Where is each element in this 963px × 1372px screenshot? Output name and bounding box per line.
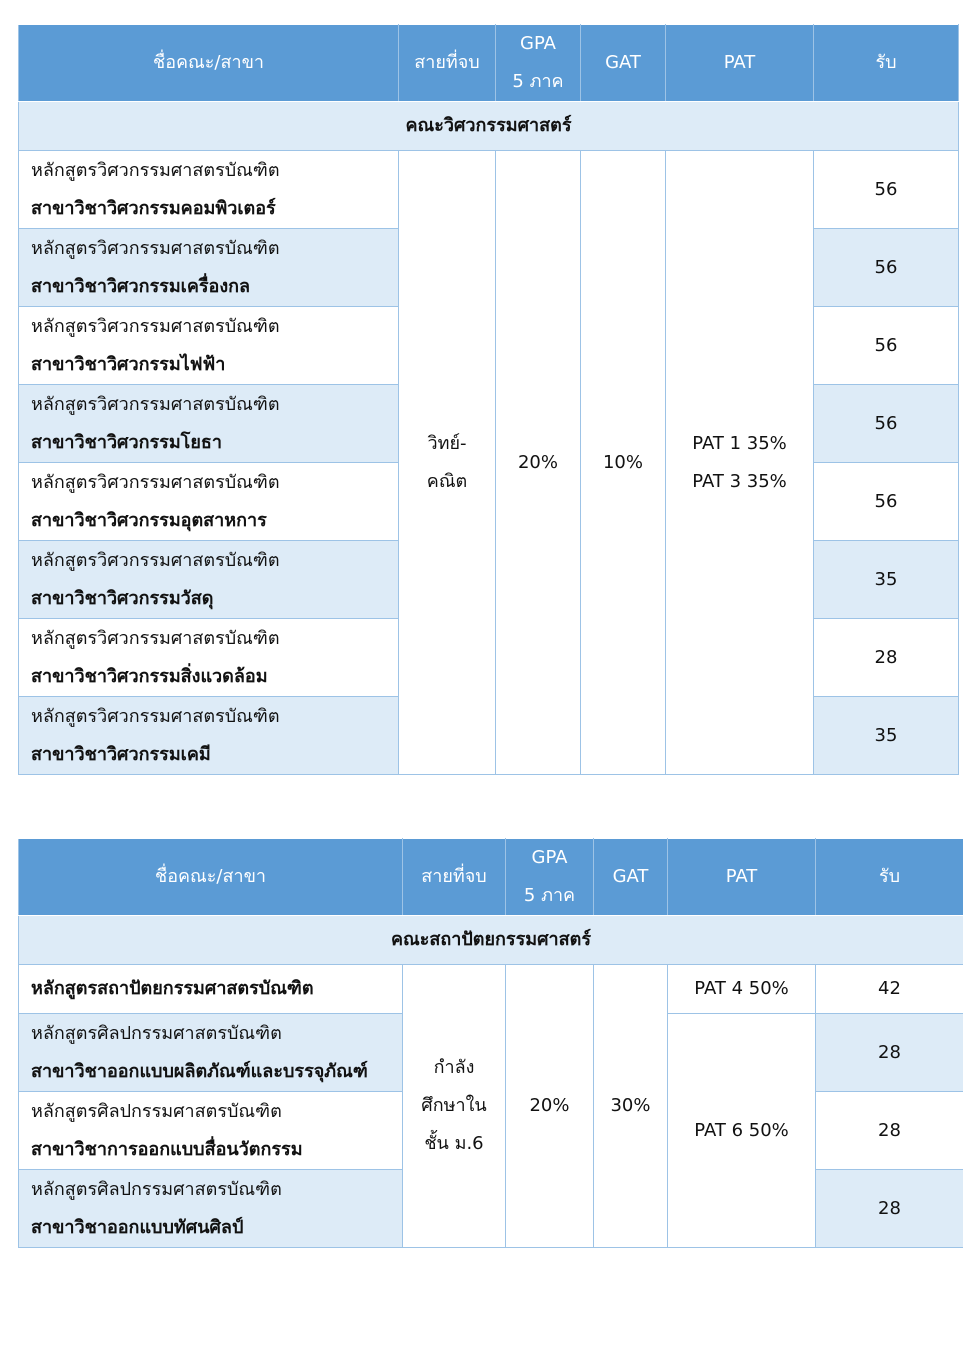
track-line3: ชั้น ม.6 <box>424 1133 484 1154</box>
degree-label: หลักสูตรวิศวกรรมศาสตรบัณฑิต <box>31 237 280 259</box>
header-gpa-line2: 5 ภาค <box>523 885 576 906</box>
accept-cell: 56 <box>814 151 959 229</box>
accept-cell: 35 <box>814 697 959 775</box>
program-cell <box>19 619 399 697</box>
header-name: ชื่อคณะ/สาขา <box>19 839 403 916</box>
accept-cell: 28 <box>814 619 959 697</box>
header-pat: PAT <box>666 25 814 102</box>
gpa-cell: 20% <box>506 965 594 1248</box>
architecture-table <box>18 838 963 1248</box>
degree-label: หลักสูตรวิศวกรรมศาสตรบัณฑิต <box>31 627 280 649</box>
program-cell: หลักสูตรสถาปัตยกรรมศาสตรบัณฑิต <box>19 965 403 1014</box>
header-gpa-line1: GPA <box>531 847 568 868</box>
track-line2: ศึกษาใน <box>421 1095 487 1116</box>
pat-line1: PAT 1 35% <box>692 432 787 454</box>
major-label: สาขาวิชาวิศวกรรมคอมพิวเตอร์ <box>31 197 276 219</box>
table-header-row <box>19 839 963 916</box>
program-cell <box>19 1014 403 1092</box>
faculty-title: คณะวิศวกรรมศาสตร์ <box>19 102 959 151</box>
program-cell <box>19 307 399 385</box>
track-cell <box>399 151 496 775</box>
header-track: สายที่จบ <box>399 25 496 102</box>
header-gpa <box>496 25 581 102</box>
pat-cell <box>666 151 814 775</box>
program-cell <box>19 463 399 541</box>
major-label: สาขาวิชาวิศวกรรมไฟฟ้า <box>31 353 226 375</box>
degree-label: หลักสูตรวิศวกรรมศาสตรบัณฑิต <box>31 159 280 181</box>
track-line1: กำลัง <box>433 1057 475 1078</box>
gat-cell: 30% <box>594 965 668 1248</box>
major-label: สาขาวิชาวิศวกรรมเครื่องกล <box>31 275 251 297</box>
degree-label: หลักสูตรศิลปกรรมศาสตรบัณฑิต <box>31 1178 282 1200</box>
program-cell <box>19 697 399 775</box>
faculty-row <box>19 102 959 151</box>
pat-line2: PAT 3 35% <box>692 470 787 492</box>
pat-cell: PAT 4 50% <box>668 965 816 1014</box>
track-line1: วิทย์- <box>427 432 467 454</box>
table-row <box>19 965 963 1014</box>
program-cell <box>19 1092 403 1170</box>
degree-label: หลักสูตรวิศวกรรมศาสตรบัณฑิต <box>31 705 280 727</box>
major-label: สาขาวิชาวิศวกรรมวัสดุ <box>31 587 214 609</box>
header-gpa-line2: 5 ภาค <box>512 71 564 92</box>
accept-cell: 35 <box>814 541 959 619</box>
program-cell <box>19 385 399 463</box>
program-cell <box>19 1170 403 1248</box>
major-label: สาขาวิชาวิศวกรรมอุตสาหการ <box>31 509 267 531</box>
accept-cell: 56 <box>814 229 959 307</box>
program-cell <box>19 151 399 229</box>
degree-label: หลักสูตรวิศวกรรมศาสตรบัณฑิต <box>31 393 280 415</box>
header-name: ชื่อคณะ/สาขา <box>19 25 399 102</box>
major-label: สาขาวิชาออกแบบผลิตภัณฑ์และบรรจุภัณฑ์ <box>31 1060 368 1082</box>
header-gat: GAT <box>581 25 666 102</box>
pat-cell: PAT 6 50% <box>668 1014 816 1248</box>
accept-cell: 28 <box>816 1014 963 1092</box>
header-pat: PAT <box>668 839 816 916</box>
accept-cell: 28 <box>816 1092 963 1170</box>
gpa-cell: 20% <box>496 151 581 775</box>
track-line2: คณิต <box>426 470 468 492</box>
major-label: สาขาวิชาการออกแบบสื่อนวัตกรรม <box>31 1138 303 1160</box>
header-gat: GAT <box>594 839 668 916</box>
gat-cell: 10% <box>581 151 666 775</box>
header-gpa-line1: GPA <box>520 33 556 54</box>
faculty-row <box>19 916 963 965</box>
degree-label: หลักสูตรศิลปกรรมศาสตรบัณฑิต <box>31 1100 282 1122</box>
program-cell <box>19 541 399 619</box>
header-gpa <box>506 839 594 916</box>
degree-label: หลักสูตรวิศวกรรมศาสตรบัณฑิต <box>31 549 280 571</box>
accept-cell: 56 <box>814 307 959 385</box>
table-header-row <box>19 25 959 102</box>
major-label: สาขาวิชาออกแบบทัศนศิลป์ <box>31 1216 244 1238</box>
accept-cell: 56 <box>814 463 959 541</box>
degree-label: หลักสูตรวิศวกรรมศาสตรบัณฑิต <box>31 315 280 337</box>
degree-label: หลักสูตรศิลปกรรมศาสตรบัณฑิต <box>31 1022 282 1044</box>
major-label: สาขาวิชาวิศวกรรมเคมี <box>31 743 211 765</box>
major-label: สาขาวิชาวิศวกรรมสิ่งแวดล้อม <box>31 665 268 687</box>
header-track: สายที่จบ <box>403 839 506 916</box>
accept-cell: 28 <box>816 1170 963 1248</box>
program-cell <box>19 229 399 307</box>
table-row <box>19 151 959 229</box>
degree-label: หลักสูตรวิศวกรรมศาสตรบัณฑิต <box>31 471 280 493</box>
accept-cell: 56 <box>814 385 959 463</box>
major-label: สาขาวิชาวิศวกรรมโยธา <box>31 431 222 453</box>
engineering-table <box>18 24 959 775</box>
track-cell <box>403 965 506 1248</box>
header-accept: รับ <box>814 25 959 102</box>
accept-cell: 42 <box>816 965 963 1014</box>
faculty-title: คณะสถาปัตยกรรมศาสตร์ <box>19 916 963 965</box>
header-accept: รับ <box>816 839 963 916</box>
